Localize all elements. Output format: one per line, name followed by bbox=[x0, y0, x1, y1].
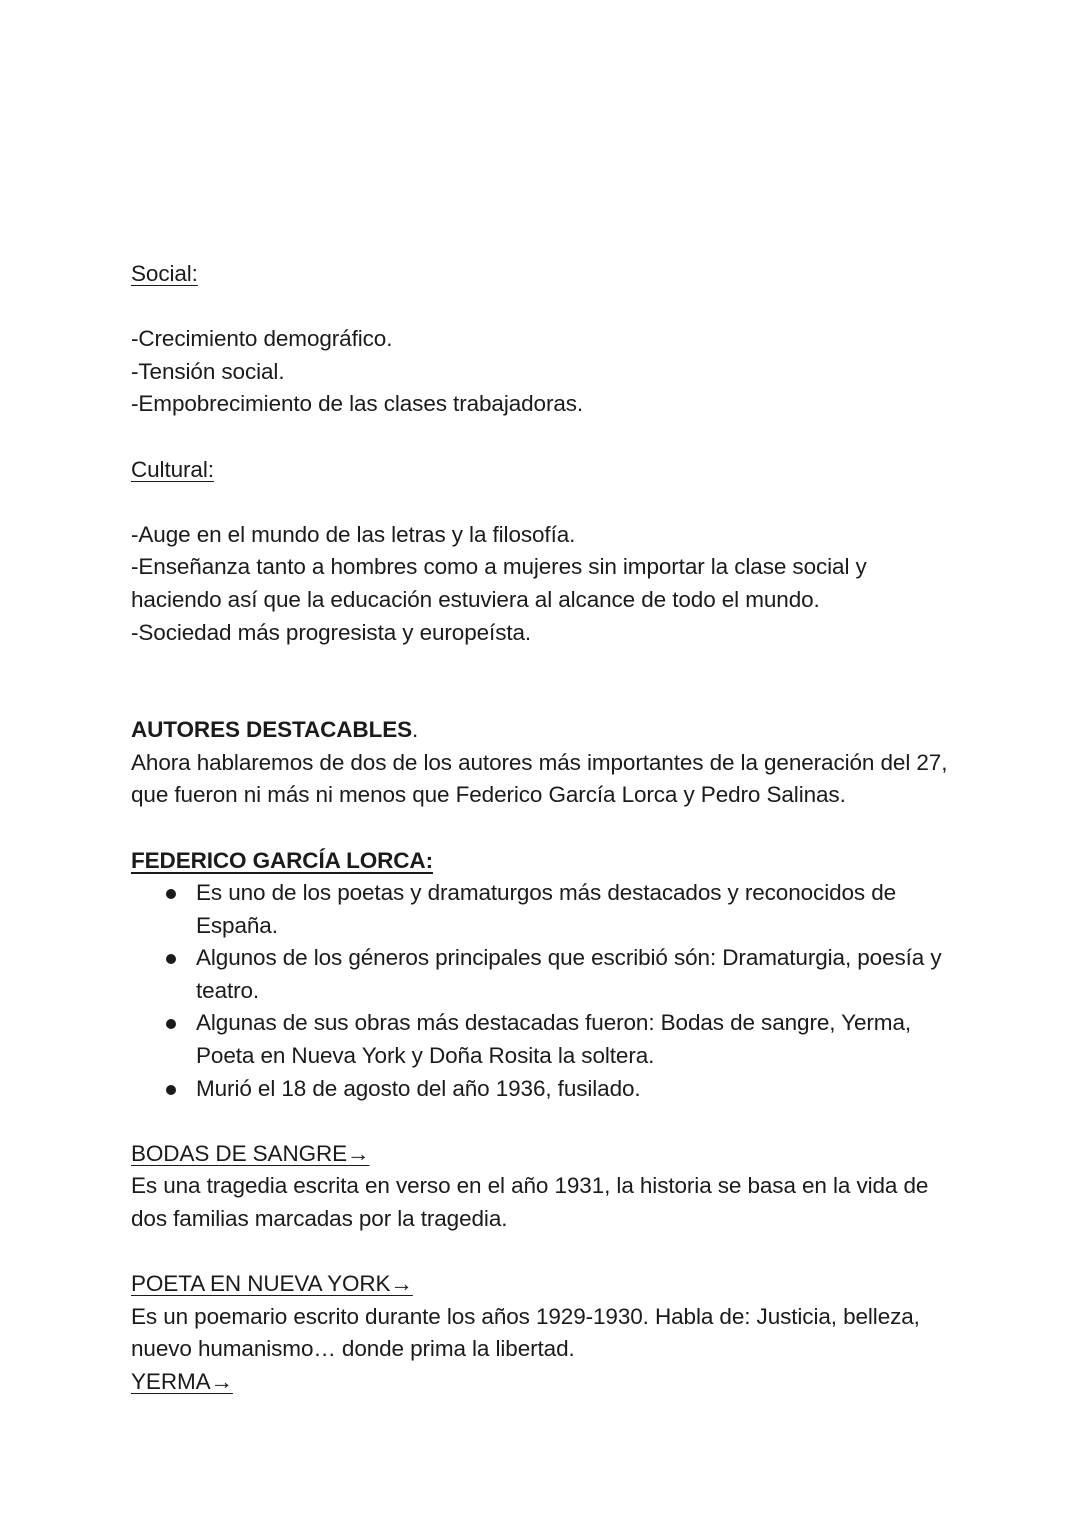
bodas-text: Es una tragedia escrita en verso en el año 1931, la historia se basa en la vida de dos familias marcadas por la tragedia. bbox=[131, 1173, 929, 1232]
spacer bbox=[131, 1236, 961, 1269]
social-item: -Empobrecimiento de las clases trabajadoras. bbox=[131, 391, 584, 417]
list-item bbox=[131, 1073, 961, 1106]
autores-heading-suffix: . bbox=[412, 717, 419, 743]
list-item bbox=[131, 1007, 961, 1072]
spacer bbox=[131, 421, 961, 454]
bullet-icon bbox=[166, 889, 176, 899]
bullet-text: Murió el 18 de agosto del año 1936, fusilado. bbox=[196, 1075, 641, 1101]
document-page bbox=[131, 258, 961, 1399]
bullet-text: Algunas de sus obras más destacadas fueron: Bodas de sangre, Yerma, Poeta en Nueva York y Doña Rosita la soltera. bbox=[196, 1010, 912, 1069]
cultural-item: -Auge en el mundo de las letras y la filosofía. bbox=[131, 521, 576, 547]
bullet-icon bbox=[166, 1085, 176, 1095]
cultural-item: -Enseñanza tanto a hombres como a mujeres sin importar la clase social y haciendo así que la educación estuviera al alcance de todo el mundo. bbox=[131, 554, 867, 612]
yerma-heading bbox=[131, 1366, 961, 1399]
bullet-text: Algunos de los géneros principales que escribió són: Dramaturgia, poesía y teatro. bbox=[196, 945, 942, 1003]
cultural-heading bbox=[131, 454, 961, 487]
bullet-icon bbox=[166, 1019, 176, 1029]
social-heading bbox=[131, 258, 961, 291]
autores-heading-text: AUTORES DESTACABLES bbox=[131, 717, 413, 743]
poeta-text: Es un poemario escrito durante los años 1929-1930. Habla de: Justicia, belleza, nuevo humanismo… donde prima la libertad. bbox=[131, 1303, 920, 1362]
list-item bbox=[131, 877, 961, 942]
bullet-text: Es uno de los poetas y dramaturgos más destacados y reconocidos de España. bbox=[196, 880, 897, 938]
spacer bbox=[131, 291, 961, 324]
yerma-heading-text: YERMA→ bbox=[131, 1369, 233, 1394]
bodas-heading bbox=[131, 1138, 961, 1171]
bodas-heading-text: BODAS DE SANGRE→ bbox=[131, 1140, 370, 1166]
lorca-heading bbox=[131, 845, 961, 878]
cultural-heading-text: Cultural: bbox=[131, 456, 214, 482]
spacer bbox=[131, 812, 961, 845]
cultural-item: -Sociedad más progresista y europeísta. bbox=[131, 619, 532, 645]
autores-intro: Ahora hablaremos de dos de los autores más importantes de la generación del 27, que fueron ni más ni menos que Federico García Lorca y Pedro Salinas. bbox=[131, 749, 948, 808]
social-heading-text: Social: bbox=[131, 261, 198, 286]
autores-heading bbox=[131, 714, 961, 747]
poeta-heading-text: POETA EN NUEVA YORK→ bbox=[131, 1271, 413, 1297]
poeta-heading bbox=[131, 1268, 961, 1301]
spacer bbox=[131, 486, 961, 519]
spacer bbox=[131, 1105, 961, 1138]
social-item: -Crecimiento demográfico. bbox=[131, 326, 393, 352]
lorca-bullet-list bbox=[131, 877, 961, 1105]
bullet-icon bbox=[166, 954, 176, 964]
list-item bbox=[131, 942, 961, 1007]
social-item: -Tensión social. bbox=[131, 358, 285, 384]
spacer bbox=[131, 649, 961, 714]
lorca-heading-text: FEDERICO GARCÍA LORCA: bbox=[131, 847, 433, 873]
